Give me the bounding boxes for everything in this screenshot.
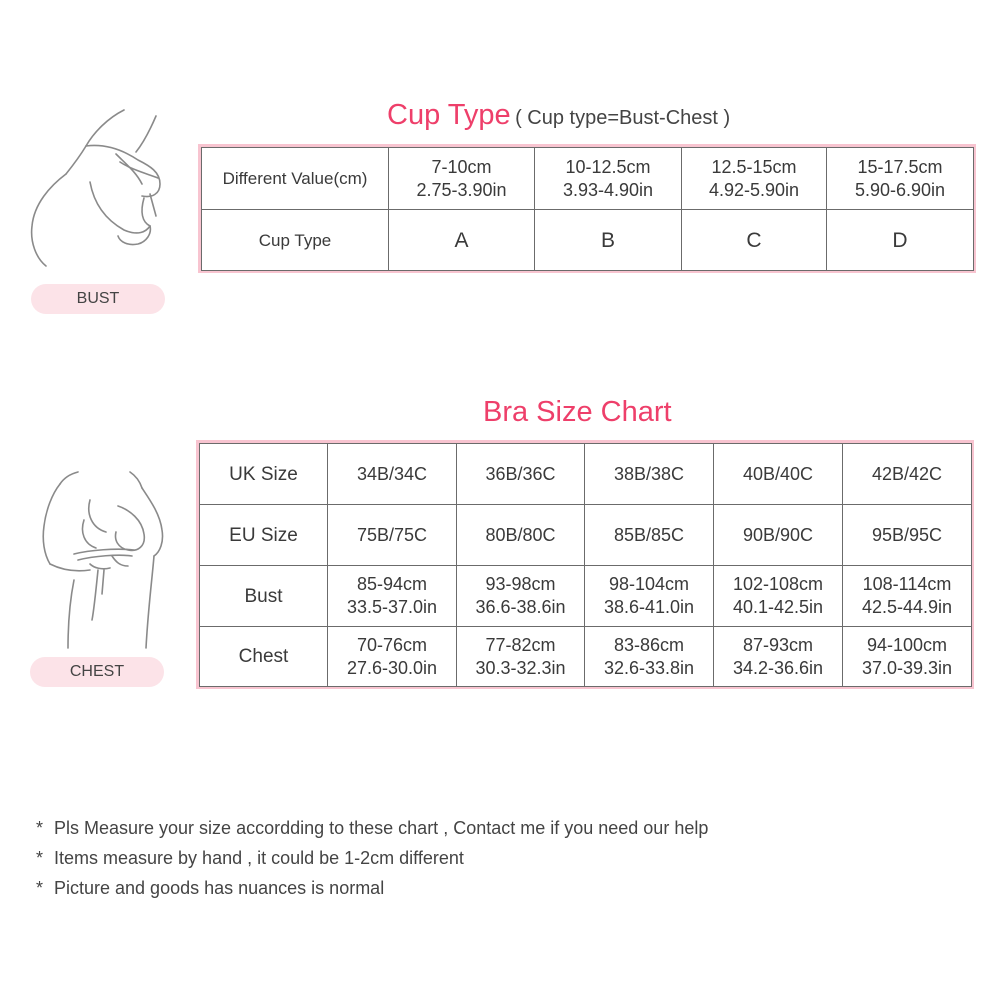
chest-cell bbox=[843, 627, 972, 687]
row-header-eu-size: EU Size bbox=[200, 505, 328, 566]
table-row bbox=[202, 210, 974, 271]
cm-value: 77-82cm bbox=[485, 634, 556, 655]
cm-value: 98-104cm bbox=[608, 574, 690, 594]
in-value: 37.0-39.3in bbox=[861, 657, 953, 678]
table-row bbox=[200, 627, 972, 687]
eu-size-cell: 90B/90C bbox=[714, 505, 843, 566]
cup-letter-cell: D bbox=[827, 210, 974, 271]
bra-size-heading bbox=[483, 396, 672, 429]
cup-range-cell bbox=[389, 148, 535, 210]
table-row bbox=[200, 566, 972, 627]
chest-cell bbox=[457, 627, 585, 687]
in-value: 36.6-38.6in bbox=[475, 597, 566, 617]
bra-size-table bbox=[199, 443, 972, 687]
eu-size-cell: 95B/95C bbox=[843, 505, 972, 566]
in-value: 32.6-33.8in bbox=[603, 657, 695, 678]
cm-value: 102-108cm bbox=[732, 574, 824, 594]
cm-value: 108-114cm bbox=[862, 574, 952, 594]
eu-size-cell: 75B/75C bbox=[328, 505, 457, 566]
in-value: 2.75-3.90in bbox=[416, 179, 507, 200]
in-value: 38.6-41.0in bbox=[603, 597, 695, 617]
bra-size-title: Bra Size Chart bbox=[483, 396, 672, 428]
row-header-uk-size: UK Size bbox=[200, 444, 328, 505]
cm-value: 10-12.5cm bbox=[565, 156, 651, 177]
cup-letter-cell: A bbox=[389, 210, 535, 271]
chest-cell bbox=[585, 627, 714, 687]
note-item bbox=[36, 875, 976, 905]
bust-measure-illustration bbox=[28, 108, 178, 278]
eu-size-cell: 85B/85C bbox=[585, 505, 714, 566]
bust-cell bbox=[714, 566, 843, 627]
cup-range-cell bbox=[535, 148, 682, 210]
uk-size-cell: 42B/42C bbox=[843, 444, 972, 505]
note-text: Picture and goods has nuances is normal bbox=[54, 878, 385, 898]
row-header-cup-type: Cup Type bbox=[202, 210, 389, 271]
notes-list bbox=[36, 815, 976, 905]
chest-cell bbox=[328, 627, 457, 687]
bust-cell bbox=[585, 566, 714, 627]
cm-value: 85-94cm bbox=[356, 574, 428, 594]
cup-type-table bbox=[201, 147, 974, 271]
cm-value: 12.5-15cm bbox=[711, 156, 797, 177]
row-header-different-value: Different Value(cm) bbox=[202, 148, 389, 210]
table-row bbox=[202, 148, 974, 210]
cm-value: 87-93cm bbox=[742, 634, 814, 655]
cm-value: 15-17.5cm bbox=[857, 156, 943, 177]
note-text: Items measure by hand , it could be 1-2cm different bbox=[54, 848, 464, 868]
chest-cell bbox=[714, 627, 843, 687]
in-value: 34.2-36.6in bbox=[732, 657, 824, 678]
bust-cell bbox=[457, 566, 585, 627]
in-value: 4.92-5.90in bbox=[708, 179, 800, 200]
chest-label: CHEST bbox=[30, 657, 164, 687]
cm-value: 93-98cm bbox=[485, 574, 556, 594]
uk-size-cell: 36B/36C bbox=[457, 444, 585, 505]
note-text: Pls Measure your size accordding to these chart , Contact me if you need our help bbox=[54, 818, 709, 838]
cm-value: 94-100cm bbox=[866, 634, 948, 655]
note-item bbox=[36, 815, 976, 845]
uk-size-cell: 34B/34C bbox=[328, 444, 457, 505]
eu-size-cell: 80B/80C bbox=[457, 505, 585, 566]
note-marker: * bbox=[36, 878, 44, 898]
bust-cell bbox=[328, 566, 457, 627]
cm-value: 83-86cm bbox=[613, 634, 685, 655]
table-row bbox=[200, 505, 972, 566]
note-marker: * bbox=[36, 848, 44, 868]
row-header-chest: Chest bbox=[200, 627, 328, 687]
chest-measure-illustration bbox=[20, 470, 180, 650]
bust-cell bbox=[843, 566, 972, 627]
in-value: 42.5-44.9in bbox=[861, 597, 953, 617]
cup-letter-cell: B bbox=[535, 210, 682, 271]
in-value: 40.1-42.5in bbox=[732, 597, 824, 617]
cup-type-subtitle: ( Cup type=Bust-Chest ) bbox=[515, 107, 731, 129]
uk-size-cell: 38B/38C bbox=[585, 444, 714, 505]
in-value: 30.3-32.3in bbox=[475, 657, 566, 678]
cup-type-title: Cup Type bbox=[387, 99, 511, 131]
in-value: 3.93-4.90in bbox=[562, 179, 654, 200]
cm-value: 70-76cm bbox=[356, 634, 428, 655]
in-value: 33.5-37.0in bbox=[346, 597, 438, 617]
bust-label: BUST bbox=[31, 284, 165, 314]
in-value: 27.6-30.0in bbox=[346, 657, 438, 678]
uk-size-cell: 40B/40C bbox=[714, 444, 843, 505]
cup-range-cell bbox=[682, 148, 827, 210]
cup-letter-cell: C bbox=[682, 210, 827, 271]
in-value: 5.90-6.90in bbox=[854, 179, 946, 200]
cup-type-heading bbox=[387, 99, 730, 132]
table-row bbox=[200, 444, 972, 505]
cup-range-cell bbox=[827, 148, 974, 210]
cm-value: 7-10cm bbox=[431, 156, 492, 177]
note-item bbox=[36, 845, 976, 875]
row-header-bust: Bust bbox=[200, 566, 328, 627]
note-marker: * bbox=[36, 818, 44, 838]
